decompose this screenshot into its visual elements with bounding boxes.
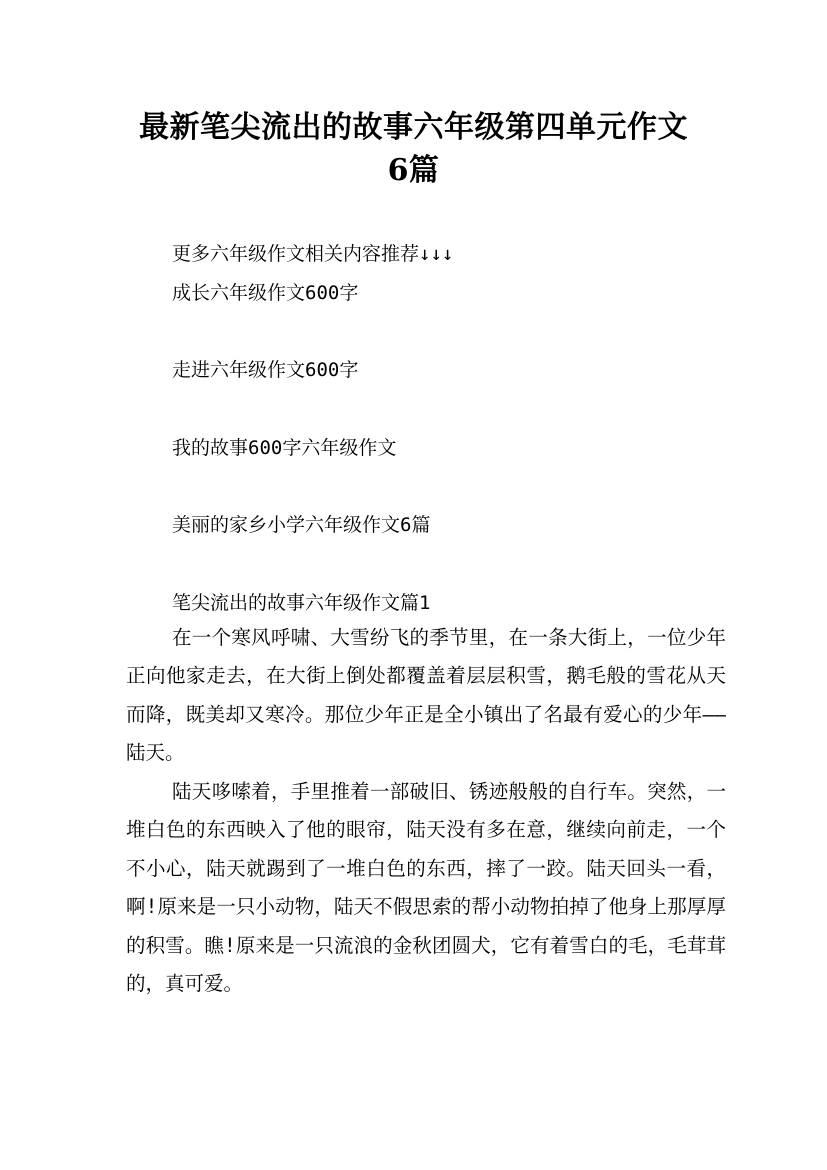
body-paragraph-2: 陆天哆嗦着，手里推着一部破旧、锈迹般般的自行车。突然，一堆白色的东西映入了他的眼帘，陆天没有多在意，继续向前走，一个不小心，陆天就踢到了一堆白色的东西，摔了一跤。陆天回头一看，啊!原来是一只小动物，陆天不假思索的帮小动物拍掉了他身上那厚厚的积雪。瞧!原来是一只流浪的金秋团圆犬，它有着雪白的毛，毛茸茸的，真可爱。 <box>126 780 726 996</box>
recommend-link-1[interactable]: 成长六年级作文600字 <box>172 282 359 304</box>
document-title: 最新笔尖流出的故事六年级第四单元作文 <box>139 110 688 145</box>
body-paragraph-1: 在一个寒风呼啸、大雪纷飞的季节里，在一条大街上，一位少年正向他家走去，在大街上倒处都覆盖着层层积雪，鹅毛般的雪花从天而降，既美却又寒冷。那位少年正是全小镇出了名最有爱心的少年——陆天。 <box>126 626 726 765</box>
section-title: 笔尖流出的故事六年级作文篇1 <box>172 592 431 614</box>
recommend-link-4[interactable]: 美丽的家乡小学六年级作文6篇 <box>172 514 431 536</box>
recommend-link-3[interactable]: 我的故事600字六年级作文 <box>172 437 397 459</box>
recommend-link-2[interactable]: 走进六年级作文600字 <box>172 359 359 381</box>
document-title-continued: 6篇 <box>387 153 440 188</box>
recommend-heading: 更多六年级作文相关内容推荐↓↓↓ <box>172 243 454 265</box>
